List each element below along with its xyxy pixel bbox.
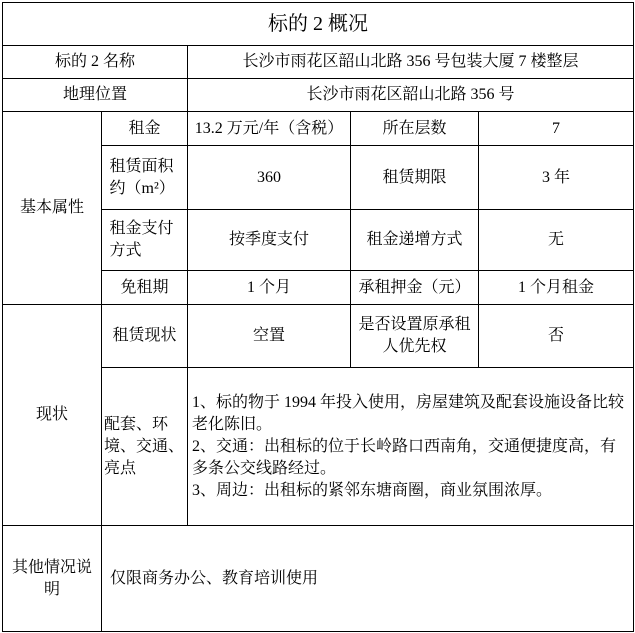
term-label: 租赁期限	[382, 168, 447, 186]
rent-value: 13.2 万元/年（含税）	[194, 119, 344, 137]
location-value: 长沙市雨花区韶山北路 356 号	[306, 86, 515, 103]
lease-status-value-cell	[187, 304, 351, 368]
other-label: 其他情况说明	[11, 558, 92, 598]
list-item: 2、交通：出租标的位于长岭路口西南角，交通便捷度高，有多条公交线路经过。	[192, 437, 617, 477]
payment-value-cell	[187, 209, 351, 271]
term-label-cell	[350, 145, 479, 210]
term-value-cell	[478, 145, 634, 210]
location-value-cell	[187, 78, 634, 112]
surroundings-label-cell	[101, 367, 188, 526]
area-label: 租赁面积约（m²）	[109, 157, 175, 197]
increase-label-cell	[350, 209, 479, 271]
free-period-label: 免租期	[120, 278, 169, 296]
deposit-label-cell	[350, 270, 479, 305]
floor-value-cell	[478, 111, 634, 146]
priority-value-cell	[478, 304, 634, 368]
list-item: 3、周边：出租标的紧邻东塘商圈，商业氛围浓厚。	[192, 481, 553, 499]
lease-status-label-cell	[101, 304, 188, 368]
title-cell	[2, 2, 634, 46]
increase-value: 无	[547, 231, 564, 248]
page-title: 标的 2 概况	[268, 13, 368, 35]
name-label-cell	[2, 45, 188, 79]
other-value: 仅限商务办公、教育培训使用	[110, 569, 319, 587]
increase-label: 租金递增方式	[366, 231, 463, 248]
increase-value-cell	[478, 209, 634, 271]
lease-status-value: 空置	[252, 327, 285, 344]
other-value-cell	[101, 525, 634, 632]
surroundings-label: 配套、环境、交通、亮点	[104, 415, 185, 477]
floor-label-cell	[350, 111, 479, 146]
list-item: 1、标的物于 1994 年投入使用，房屋建筑及配套设施设备比较老化陈旧。	[192, 393, 625, 433]
basic-section-cell	[2, 111, 102, 305]
area-value: 360	[257, 168, 281, 186]
status-section-label: 现状	[35, 406, 68, 423]
area-label-cell	[101, 145, 188, 210]
basic-section-label: 基本属性	[19, 199, 84, 216]
payment-label: 租金支付方式	[109, 220, 174, 259]
free-period-value-cell	[187, 270, 351, 305]
payment-label-cell	[101, 209, 188, 271]
rent-label: 租金	[128, 119, 161, 137]
other-label-cell	[2, 525, 102, 632]
priority-label-cell	[350, 304, 479, 368]
priority-value: 否	[547, 327, 564, 344]
location-label-cell	[2, 78, 188, 112]
name-value-cell	[187, 45, 634, 79]
lease-status-label: 租赁现状	[112, 327, 177, 344]
name-label: 标的 2 名称	[54, 53, 135, 70]
surroundings-list	[192, 392, 628, 502]
term-value: 3 年	[541, 168, 570, 186]
deposit-label: 承租押金（元）	[358, 278, 471, 296]
name-value: 长沙市雨花区韶山北路 356 号包装大厦 7 楼整层	[242, 53, 579, 70]
free-period-label-cell	[101, 270, 188, 305]
free-period-value: 1 个月	[246, 278, 291, 296]
area-value-cell	[187, 145, 351, 210]
surroundings-text-cell	[187, 367, 634, 526]
deposit-value-cell	[478, 270, 634, 305]
rent-label-cell	[101, 111, 188, 146]
deposit-value: 1 个月租金	[517, 278, 594, 296]
floor-label: 所在层数	[382, 119, 447, 137]
location-label: 地理位置	[62, 86, 127, 103]
priority-label: 是否设置原承租人优先权	[358, 316, 471, 355]
status-section-cell	[2, 304, 102, 526]
payment-value: 按季度支付	[228, 231, 309, 248]
rent-value-cell	[187, 111, 351, 146]
floor-value: 7	[552, 119, 560, 137]
